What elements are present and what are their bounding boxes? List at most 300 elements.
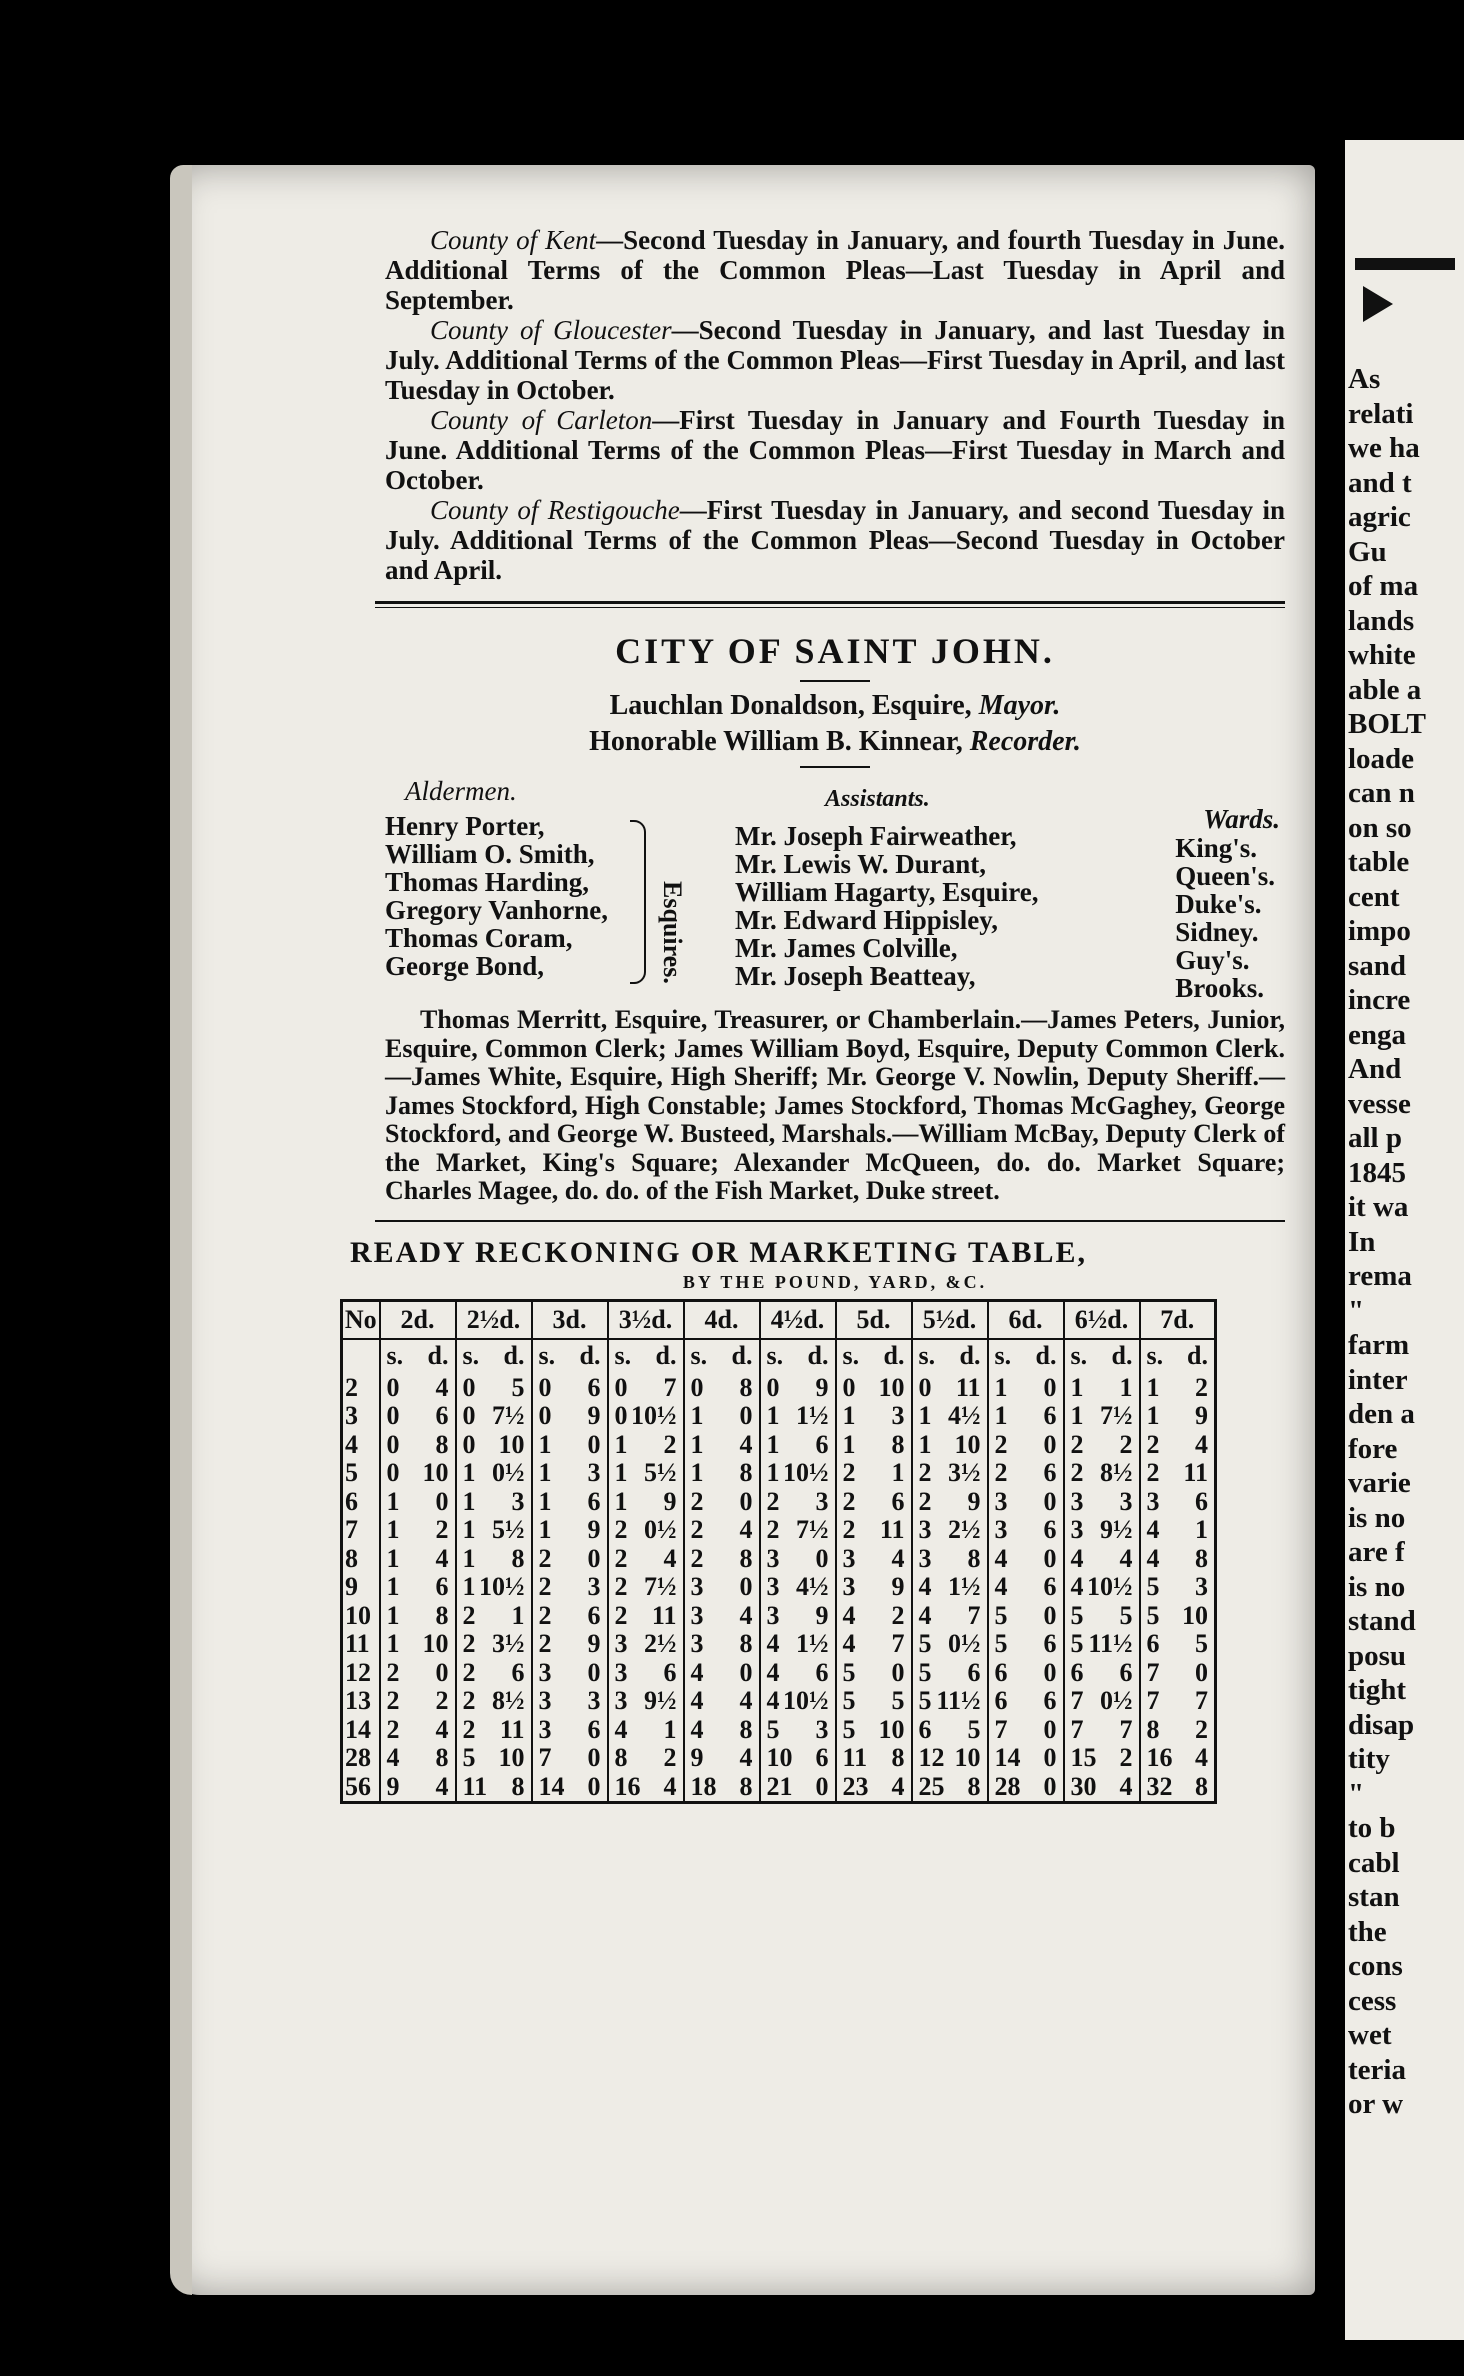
main-text-column — [344, 225, 1285, 1804]
text-fragment: stan — [1348, 1881, 1400, 1913]
price-pair — [535, 1374, 605, 1403]
text-fragment: able a — [1348, 673, 1422, 706]
pence-value: 6 — [1043, 1629, 1057, 1658]
price-pair — [991, 1516, 1061, 1545]
pence-value: 3 — [1195, 1572, 1208, 1601]
shillings-value: 2 — [614, 1572, 628, 1601]
price-pair — [915, 1687, 985, 1716]
price-cell — [988, 1545, 1064, 1574]
price-cell — [1064, 1573, 1140, 1602]
shillings-value: 4 — [690, 1686, 704, 1715]
price-pair — [839, 1545, 909, 1574]
text-fragment: stand — [1348, 1605, 1416, 1637]
text-fragment: As — [1348, 363, 1381, 395]
ward-name: Queen's. — [1175, 861, 1275, 891]
price-pair — [611, 1716, 681, 1745]
text-fragment: are f — [1348, 1536, 1405, 1568]
unit-cell — [1064, 1339, 1140, 1374]
price-cell — [1064, 1516, 1140, 1545]
shillings-value: 5 — [842, 1657, 856, 1687]
price-cell — [836, 1687, 912, 1716]
price-cell — [760, 1630, 836, 1659]
price-cell — [684, 1516, 760, 1545]
text-fragment: In — [1348, 1225, 1376, 1258]
pence-value: 4 — [739, 1743, 753, 1772]
text-fragment: or w — [1348, 2088, 1404, 2120]
price-pair — [1143, 1545, 1213, 1574]
quantity-cell: 2 — [342, 1374, 380, 1403]
price-pair — [383, 1773, 453, 1802]
price-pair — [1143, 1459, 1213, 1488]
pence-value: 5 — [1119, 1600, 1133, 1630]
price-cell — [608, 1459, 684, 1488]
table-row — [342, 1659, 1216, 1688]
pence-value: 7 — [663, 1372, 677, 1402]
shillings-value: 7 — [1146, 1657, 1160, 1687]
shillings-value: 7 — [1070, 1686, 1084, 1715]
pence-value: 0½ — [492, 1458, 525, 1487]
column-header: 4½d. — [760, 1300, 836, 1339]
price-pair — [991, 1431, 1061, 1460]
pence-value: 6 — [1043, 1458, 1057, 1487]
brace — [630, 820, 646, 984]
price-pair — [991, 1659, 1061, 1688]
county-name: County of Carleton — [430, 405, 653, 435]
pence-value: 4 — [739, 1515, 753, 1544]
price-pair — [535, 1488, 605, 1517]
text-fragment: agric — [1348, 501, 1411, 533]
pence-unit: d. — [427, 1341, 449, 1371]
price-cell — [380, 1402, 456, 1431]
short-rule — [800, 766, 870, 768]
shillings-value: 1 — [614, 1429, 628, 1459]
price-cell — [608, 1488, 684, 1517]
pence-value: 1 — [511, 1600, 525, 1630]
shillings-value: 4 — [918, 1600, 932, 1630]
pence-value: 6 — [435, 1572, 449, 1601]
price-pair — [915, 1659, 985, 1688]
price-cell — [1140, 1716, 1216, 1745]
shillings-value: 2 — [918, 1486, 932, 1516]
ward-name: Duke's. — [1175, 889, 1262, 919]
table-row — [342, 1716, 1216, 1745]
shillings-value: 2 — [614, 1515, 628, 1544]
shillings-value: 2 — [538, 1543, 552, 1573]
price-cell — [1140, 1630, 1216, 1659]
price-pair — [459, 1374, 529, 1403]
shillings-value: 0 — [386, 1372, 400, 1402]
table-row — [342, 1488, 1216, 1517]
price-cell — [988, 1573, 1064, 1602]
pence-value: 1 — [1119, 1372, 1133, 1402]
unit-cell — [456, 1339, 532, 1374]
price-pair — [383, 1602, 453, 1631]
price-cell — [912, 1488, 988, 1517]
pence-unit: d. — [883, 1341, 905, 1371]
pence-value: 4½ — [948, 1401, 981, 1430]
price-pair — [383, 1516, 453, 1545]
pence-value: 8 — [891, 1429, 905, 1459]
price-cell — [532, 1602, 608, 1631]
price-pair — [1143, 1431, 1213, 1460]
price-pair — [991, 1773, 1061, 1802]
price-cell — [988, 1687, 1064, 1716]
recorder-line — [385, 726, 1285, 758]
price-pair — [459, 1402, 529, 1431]
shillings-value: 12 — [918, 1743, 945, 1772]
shillings-value: 16 — [1146, 1743, 1173, 1772]
price-cell — [532, 1516, 608, 1545]
pence-value: 3 — [1119, 1486, 1133, 1516]
court-term-paragraph — [385, 495, 1285, 585]
price-cell — [912, 1516, 988, 1545]
shillings-unit: s. — [1070, 1341, 1088, 1371]
pence-value: 8 — [435, 1743, 449, 1772]
unit-pair — [763, 1342, 833, 1371]
price-pair — [1067, 1773, 1137, 1802]
pence-value: 4 — [663, 1771, 677, 1801]
shillings-value: 1 — [842, 1401, 856, 1430]
shillings-value: 2 — [462, 1600, 476, 1630]
shillings-value: 21 — [766, 1771, 793, 1801]
price-pair — [687, 1402, 757, 1431]
table-row — [342, 1374, 1216, 1403]
pence-value: 8 — [739, 1372, 753, 1402]
price-cell — [912, 1630, 988, 1659]
shillings-value: 8 — [614, 1743, 628, 1772]
county-name: County of Kent — [430, 225, 597, 255]
shillings-value: 4 — [614, 1714, 628, 1744]
price-pair — [991, 1744, 1061, 1773]
pence-value: 9 — [587, 1515, 601, 1544]
shillings-value: 4 — [918, 1572, 932, 1601]
text-fragment: it wa — [1348, 1191, 1409, 1223]
price-cell — [760, 1402, 836, 1431]
price-pair — [839, 1602, 909, 1631]
shillings-value: 3 — [918, 1543, 932, 1573]
price-cell — [988, 1431, 1064, 1460]
pence-value: 8 — [891, 1743, 905, 1772]
price-pair — [687, 1773, 757, 1802]
price-cell — [532, 1488, 608, 1517]
shillings-value: 1 — [918, 1429, 932, 1459]
pence-value: 3 — [815, 1714, 829, 1744]
quantity-cell: 5 — [342, 1459, 380, 1488]
price-cell — [760, 1687, 836, 1716]
price-cell — [532, 1459, 608, 1488]
unit-pair — [535, 1342, 605, 1371]
price-cell — [532, 1545, 608, 1574]
alderman-name: William O. Smith, — [385, 839, 595, 869]
text-fragment: tity — [1348, 1743, 1390, 1775]
price-cell — [912, 1773, 988, 1803]
text-fragment: impo — [1348, 915, 1411, 947]
shillings-value: 1 — [614, 1486, 628, 1516]
price-pair — [535, 1402, 605, 1431]
court-term-paragraph — [385, 405, 1285, 495]
shillings-value: 5 — [766, 1714, 780, 1744]
pence-value: 0 — [739, 1401, 753, 1430]
shillings-value: 11 — [462, 1771, 488, 1801]
pence-value: 5 — [511, 1372, 525, 1402]
pence-value: 0 — [815, 1771, 829, 1801]
ready-reckoning-table — [340, 1299, 1217, 1805]
price-pair — [687, 1488, 757, 1517]
unit-pair — [839, 1342, 909, 1371]
esquires-label: Esquires. — [658, 881, 687, 984]
price-pair — [611, 1459, 681, 1488]
price-cell — [608, 1545, 684, 1574]
text-fragment: " — [1348, 1777, 1365, 1810]
column-header: 2½d. — [456, 1300, 532, 1339]
price-pair — [535, 1687, 605, 1716]
pence-value: 0 — [1043, 1714, 1057, 1744]
pence-value: 1 — [1195, 1515, 1208, 1544]
pence-value: 10 — [422, 1629, 449, 1658]
pointing-hand-icon — [1363, 286, 1393, 322]
shillings-value: 5 — [994, 1629, 1008, 1658]
price-cell — [1140, 1431, 1216, 1460]
unit-cell — [988, 1339, 1064, 1374]
pence-value: 6 — [815, 1657, 829, 1687]
pence-value: 6 — [815, 1429, 829, 1459]
price-cell — [836, 1374, 912, 1403]
pence-value: 6 — [967, 1657, 981, 1687]
price-cell — [1064, 1402, 1140, 1431]
city-heading: CITY OF SAINT JOHN. — [615, 631, 1055, 671]
price-cell — [608, 1573, 684, 1602]
pence-value: 2 — [1195, 1372, 1208, 1402]
text-fragment: cons — [1348, 1950, 1403, 1982]
price-cell — [760, 1459, 836, 1488]
column-header: 3½d. — [608, 1300, 684, 1339]
text-fragment: farm — [1348, 1329, 1410, 1361]
price-pair — [383, 1716, 453, 1745]
text-fragment: vesse — [1348, 1087, 1411, 1120]
price-cell — [1064, 1459, 1140, 1488]
price-pair — [839, 1374, 909, 1403]
shillings-unit: s. — [842, 1341, 860, 1371]
unit-pair — [383, 1342, 453, 1371]
pence-value: 1½ — [796, 1629, 829, 1658]
shillings-value: 2 — [386, 1657, 400, 1687]
price-pair — [839, 1687, 909, 1716]
pence-value: 7½ — [644, 1572, 677, 1601]
assistant-name: Mr. Edward Hippisley, — [735, 905, 999, 935]
pence-value: 0 — [1043, 1771, 1057, 1801]
text-fragment: relati — [1348, 397, 1414, 430]
table-row — [342, 1630, 1216, 1659]
pence-value: 9 — [587, 1401, 601, 1430]
pence-value: 0 — [739, 1572, 753, 1601]
pence-value: 1 — [891, 1458, 905, 1487]
price-cell — [380, 1545, 456, 1574]
shillings-value: 2 — [994, 1458, 1008, 1487]
column-header: 6½d. — [1064, 1300, 1140, 1339]
price-cell — [380, 1488, 456, 1517]
pence-value: 3½ — [492, 1629, 525, 1658]
section-divider — [375, 1220, 1285, 1222]
text-fragment: fore — [1348, 1432, 1398, 1465]
price-pair — [1067, 1545, 1137, 1574]
shillings-value: 4 — [690, 1714, 704, 1744]
text-fragment: of ma — [1348, 570, 1419, 602]
price-pair — [687, 1716, 757, 1745]
price-pair — [611, 1773, 681, 1802]
unit-pair — [459, 1342, 529, 1371]
shillings-value: 3 — [766, 1572, 780, 1601]
city-officers-text: Thomas Merritt, Esquire, Treasurer, or Chamberlain.—James Peters, Junior, Esquire, Common Clerk; James William Boyd, Esquire, Deputy Common Clerk.—James White, Esquire, High Sheriff; Mr. George V. Nowlin, Deputy Sheriff.—James Stockford, High Constable; James Stockford, Thomas McGaghey, George Stockford, and George W. Busteed, Marshals.—William McBay, Deputy Clerk of the Market, King's Square; Alexander McQueen, do. do. Market Square; Charles Magee, do. do. of the Fish Market, Duke street. — [385, 1005, 1285, 1205]
text-fragment: 1845 — [1348, 1156, 1406, 1189]
county-name: County of Gloucester — [430, 315, 672, 345]
pence-value: 6 — [1119, 1657, 1133, 1687]
shillings-value: 32 — [1146, 1771, 1173, 1801]
price-pair — [535, 1744, 605, 1773]
table-row — [342, 1402, 1216, 1431]
shillings-value: 3 — [690, 1629, 704, 1658]
column-header: 3d. — [532, 1300, 608, 1339]
pence-value: 11½ — [936, 1686, 981, 1715]
pence-value: 0 — [587, 1771, 601, 1801]
price-pair — [459, 1459, 529, 1488]
pence-value: 6 — [587, 1486, 601, 1516]
table-row — [342, 1459, 1216, 1488]
assistant-name: Mr. Lewis W. Durant, — [735, 849, 987, 879]
text-fragment: all p — [1348, 1122, 1402, 1154]
price-cell — [456, 1516, 532, 1545]
quantity-cell: 9 — [342, 1573, 380, 1602]
pence-value: 0½ — [948, 1629, 981, 1658]
pence-value: 2 — [891, 1600, 905, 1630]
price-cell — [912, 1687, 988, 1716]
pence-value: 0 — [587, 1429, 601, 1459]
shillings-value: 0 — [842, 1372, 856, 1402]
shillings-value: 0 — [918, 1372, 932, 1402]
court-terms-section — [385, 225, 1285, 585]
price-pair — [839, 1516, 909, 1545]
price-pair — [687, 1431, 757, 1460]
pence-value: 0 — [1043, 1600, 1057, 1630]
price-pair — [687, 1459, 757, 1488]
price-cell — [760, 1516, 836, 1545]
ward-name: Brooks. — [1175, 973, 1265, 1003]
price-cell — [684, 1545, 760, 1574]
shillings-value: 1 — [538, 1429, 552, 1459]
price-pair — [991, 1374, 1061, 1403]
price-cell — [456, 1659, 532, 1688]
table-row — [342, 1602, 1216, 1631]
table-row — [342, 1545, 1216, 1574]
pence-value: 3 — [891, 1401, 905, 1430]
assistants-heading: Assistants. — [825, 786, 930, 812]
shillings-value: 2 — [766, 1486, 780, 1516]
price-cell — [836, 1716, 912, 1745]
shillings-unit: s. — [690, 1341, 708, 1371]
price-pair — [1067, 1687, 1137, 1716]
table-row — [342, 1687, 1216, 1716]
pence-value: 2 — [1119, 1743, 1133, 1772]
pence-unit: d. — [579, 1341, 601, 1371]
price-pair — [763, 1744, 833, 1773]
price-cell — [988, 1402, 1064, 1431]
price-cell — [684, 1459, 760, 1488]
city-officers-paragraph — [385, 1006, 1285, 1206]
pence-value: 8 — [435, 1429, 449, 1459]
court-term-text: —First Tuesday in January, and second Tuesday in July. Additional Terms of the Common Pleas—Second Tuesday in October and April. — [385, 495, 1285, 585]
shillings-value: 2 — [462, 1657, 476, 1687]
pence-value: 10 — [1182, 1600, 1208, 1630]
price-pair — [459, 1687, 529, 1716]
pence-value: 8 — [435, 1600, 449, 1630]
pence-value: 0 — [739, 1657, 753, 1687]
price-pair — [763, 1630, 833, 1659]
price-pair — [611, 1402, 681, 1431]
pence-value: 8 — [1195, 1543, 1208, 1573]
column-header: 2d. — [380, 1300, 456, 1339]
pence-value: 5½ — [492, 1515, 525, 1544]
pence-value: 4 — [1119, 1771, 1133, 1801]
aldermen-heading: Aldermen. — [405, 776, 517, 806]
price-pair — [459, 1488, 529, 1517]
price-pair — [839, 1659, 909, 1688]
pence-value: 8 — [511, 1771, 525, 1801]
price-cell — [684, 1744, 760, 1773]
pence-value: 3 — [815, 1486, 829, 1516]
price-cell — [456, 1573, 532, 1602]
assistant-name: Mr. Joseph Fairweather, — [735, 821, 1017, 851]
price-cell — [1064, 1374, 1140, 1403]
unit-cell — [836, 1339, 912, 1374]
shillings-value: 1 — [538, 1515, 552, 1544]
price-pair — [611, 1659, 681, 1688]
price-cell — [380, 1573, 456, 1602]
price-cell — [456, 1431, 532, 1460]
shillings-value: 5 — [842, 1714, 856, 1744]
price-pair — [1143, 1374, 1213, 1403]
price-cell — [988, 1602, 1064, 1631]
pence-value: 11 — [955, 1372, 981, 1402]
pence-value: 9 — [967, 1486, 981, 1516]
short-rule — [800, 680, 870, 682]
pence-value: 11 — [879, 1515, 905, 1544]
shillings-value: 1 — [462, 1486, 476, 1516]
price-pair — [915, 1545, 985, 1574]
price-pair — [1067, 1744, 1137, 1773]
shillings-value: 3 — [842, 1543, 856, 1573]
pence-value: 8 — [967, 1771, 981, 1801]
price-pair — [535, 1773, 605, 1802]
shillings-value: 5 — [918, 1629, 932, 1658]
price-cell — [456, 1402, 532, 1431]
price-cell — [912, 1602, 988, 1631]
price-cell — [532, 1773, 608, 1803]
price-cell — [608, 1516, 684, 1545]
shillings-value: 0 — [462, 1429, 476, 1459]
shillings-value: 2 — [538, 1572, 552, 1601]
price-cell — [1140, 1602, 1216, 1631]
price-cell — [380, 1687, 456, 1716]
price-pair — [383, 1573, 453, 1602]
pence-value: 10½ — [631, 1401, 677, 1430]
price-cell — [1140, 1488, 1216, 1517]
pence-value: 7½ — [1100, 1401, 1133, 1430]
price-pair — [383, 1488, 453, 1517]
price-pair — [459, 1773, 529, 1802]
price-cell — [684, 1374, 760, 1403]
price-cell — [380, 1744, 456, 1773]
pence-value: 0 — [1043, 1372, 1057, 1402]
pence-value: 6 — [587, 1600, 601, 1630]
